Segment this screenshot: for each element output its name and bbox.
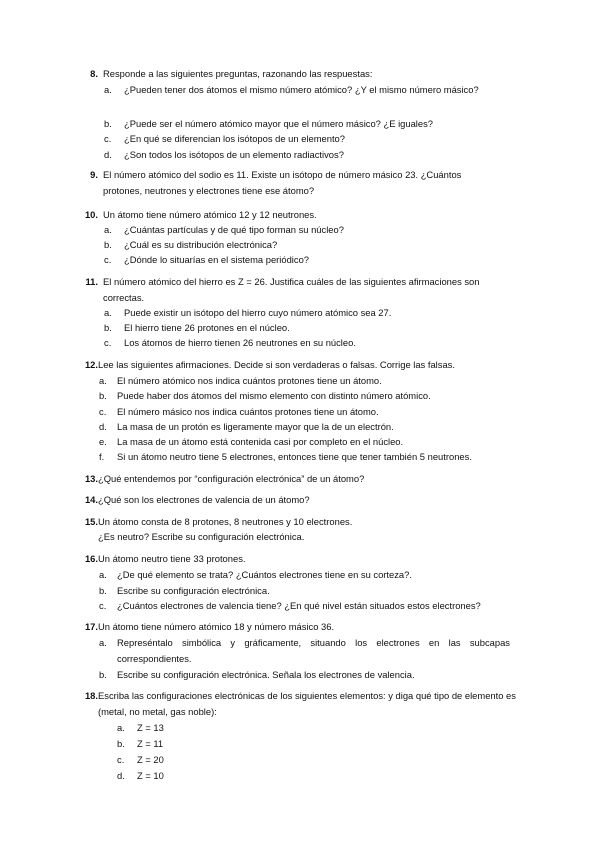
option-text: ¿En qué se diferencian los isótopos de un elemento? [124,133,345,144]
question-text: Un átomo tiene número atómico 12 y 12 neutrones. [103,209,317,220]
option-letter: c. [99,600,107,611]
option-letter: d. [99,421,107,432]
option-letter: c. [104,133,112,144]
question-text: Lee las siguientes afirmaciones. Decide si son verdaderas o falsas. Corrige las falsas. [98,359,455,370]
option-letter: f. [99,451,105,462]
option-text: La masa de un protón es ligeramente mayor que la de un electrón. [117,421,394,432]
option-text: La masa de un átomo está contenida casi por completo en el núcleo. [117,436,404,447]
question-text: Responde a las siguientes preguntas, razonando las respuestas: [103,68,373,79]
option-letter: b. [99,390,107,401]
option-text: Z = 11 [137,738,164,749]
question-number: 9. [90,169,98,180]
option-text: ¿Cuántos electrones de valencia tiene? ¿En qué nivel están situados estos electrones? [117,600,481,611]
option-text: Los átomos de hierro tienen 26 neutrones en su núcleo. [124,337,356,348]
question-number: 15. [84,516,98,527]
option-text: ¿Puede ser el número atómico mayor que el número másico? ¿E iguales? [124,118,434,129]
option-text: El hierro tiene 26 protones en el núcleo. [124,322,290,333]
option-text: Escribe su configuración electrónica. [117,585,270,596]
option-letter: b. [104,118,112,129]
option-text: ¿Cuál es su distribución electrónica? [124,239,278,250]
option-text: El número atómico nos indica cuántos protones tiene un átomo. [117,375,382,386]
question-number: 10. [84,209,98,220]
option-letter: b. [99,669,107,680]
option-letter: d. [117,770,125,781]
option-letter: a. [104,224,112,235]
option-text: ¿Cuántas partículas y de qué tipo forman su núcleo? [124,224,344,235]
option-letter: a. [117,722,125,733]
option-letter: e. [99,436,107,447]
question-text: El número atómico del hierro es Z = 26. Justifica cuáles de las siguientes afirmaciones son correctas. [103,276,480,303]
question-text: ¿Es neutro? Escribe su configuración electrónica. [98,531,305,542]
question-number: 16. [84,553,98,564]
option-letter: c. [104,337,112,348]
question-number: 18. [84,690,98,701]
option-letter: b. [117,738,125,749]
question-text: El número atómico del sodio es 11. Existe un isótopo de número másico 23. ¿Cuántos protones, neutrones y electrones tiene ese átomo? [103,169,462,196]
option-text: El número másico nos indica cuántos protones tiene un átomo. [117,406,379,417]
option-letter: c. [117,754,125,765]
option-text: ¿De qué elemento se trata? ¿Cuántos electrones tiene en su corteza?. [117,569,412,580]
question-text: Un átomo neutro tiene 33 protones. [98,553,246,564]
option-text: ¿Pueden tener dos átomos el mismo número atómico? ¿Y el mismo número másico? [124,84,479,95]
question-number: 17. [84,621,98,632]
question-text: ¿Qué son los electrones de valencia de un átomo? [98,494,310,505]
option-letter: b. [104,322,112,333]
option-text: Z = 20 [137,754,164,765]
question-text: Escriba las configuraciones electrónicas de los siguientes elementos: y diga qué tipo de elemento es (metal, no metal, gas noble): [98,690,516,717]
option-text: Escribe su configuración electrónica. Señala los electrones de valencia. [117,669,415,680]
option-letter: c. [99,406,107,417]
option-letter: a. [99,637,107,648]
option-letter: a. [99,569,107,580]
option-letter: c. [104,254,112,265]
option-text: Si un átomo neutro tiene 5 electrones, entonces tiene que tener también 5 neutrones. [117,451,472,462]
option-text: Puede existir un isótopo del hierro cuyo número atómico sea 27. [124,307,392,318]
option-letter: b. [99,585,107,596]
option-letter: a. [104,307,112,318]
option-text: ¿Son todos los isótopos de un elemento radiactivos? [124,149,344,160]
option-letter: a. [99,375,107,386]
option-text: Z = 13 [137,722,164,733]
option-text: Z = 10 [137,770,164,781]
question-text: Un átomo consta de 8 protones, 8 neutrones y 10 electrones. [98,516,353,527]
option-text: ¿Dónde lo situarías en el sistema periódico? [124,254,309,265]
option-letter: d. [104,149,112,160]
question-text: ¿Qué entendemos por “configuración electrónica” de un átomo? [98,473,365,484]
option-text: Puede haber dos átomos del mismo elemento con distinto número atómico. [117,390,431,401]
question-number: 8. [90,68,98,79]
question-number: 11. [85,276,98,287]
question-text: Un átomo tiene número atómico 18 y número másico 36. [98,621,335,632]
question-number: 13. [84,473,98,484]
option-letter: a. [104,84,112,95]
option-text: Represéntalo simbólica y gráficamente, situando los electrones en las subcapas correspondientes. [117,637,510,664]
question-number: 12. [84,359,98,370]
option-letter: b. [104,239,112,250]
question-number: 14. [84,494,98,505]
